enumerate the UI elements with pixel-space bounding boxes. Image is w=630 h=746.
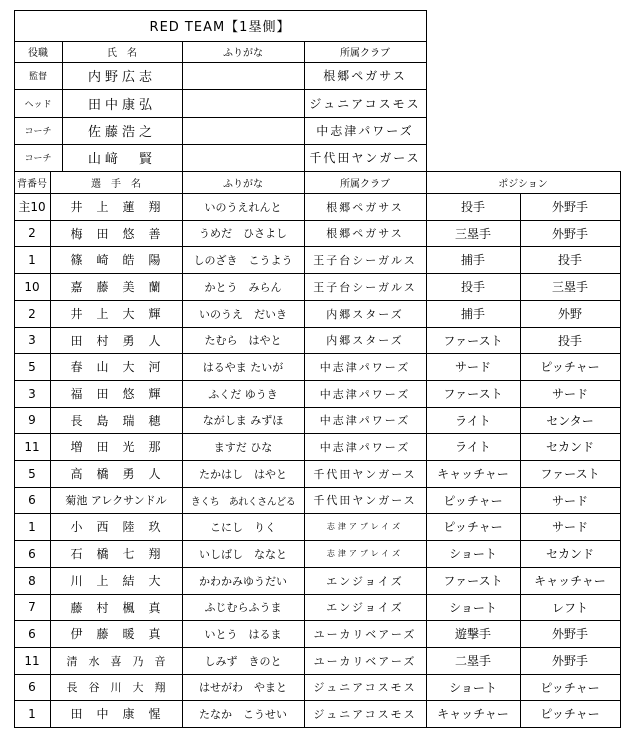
grid-line bbox=[14, 220, 621, 221]
grid-line bbox=[14, 41, 427, 42]
player-position-1: 投手 bbox=[460, 280, 485, 294]
grid-line bbox=[304, 41, 305, 171]
player-kana: かわかみゆうだい bbox=[199, 574, 287, 588]
player-kana: ふくだ ゆうき bbox=[208, 387, 278, 401]
grid-line bbox=[14, 193, 621, 194]
grid-line bbox=[14, 727, 621, 728]
player-number: 7 bbox=[28, 600, 36, 614]
player-position-1: ライト bbox=[455, 440, 491, 454]
player-name: 篠 崎 皓 陽 bbox=[70, 253, 162, 267]
player-number: 1 bbox=[28, 252, 36, 267]
staff-kana bbox=[182, 89, 304, 117]
player-header-position: ポジション bbox=[498, 178, 548, 190]
player-kana: たなか こうせい bbox=[199, 707, 287, 721]
grid-line bbox=[182, 41, 183, 171]
player-kana: いしばし ななと bbox=[199, 547, 287, 561]
player-position-2: サード bbox=[551, 387, 588, 401]
grid-line bbox=[304, 171, 305, 727]
grid-line bbox=[14, 407, 621, 408]
player-club: 千代田ヤンガース bbox=[313, 494, 417, 507]
player-number: 5 bbox=[28, 466, 36, 481]
player-name: 井 上 蓮 翔 bbox=[70, 200, 162, 214]
player-name: 井 上 大 輝 bbox=[70, 307, 162, 321]
grid-line bbox=[14, 10, 15, 171]
player-number: 6 bbox=[28, 680, 36, 694]
player-kana: たむら はやと bbox=[204, 334, 282, 347]
grid-line bbox=[62, 41, 63, 171]
player-number: 8 bbox=[28, 573, 36, 588]
player-club: 王子台シーガルス bbox=[313, 253, 417, 267]
player-kana: いとう はるま bbox=[204, 627, 282, 641]
staff-kana bbox=[182, 144, 304, 171]
grid-line bbox=[14, 171, 15, 727]
player-club: 中志津パワーズ bbox=[319, 414, 411, 427]
player-kana: きくち あれくさんどる bbox=[190, 496, 296, 508]
staff-role: 監督 bbox=[28, 72, 47, 82]
staff-header-role: 役職 bbox=[28, 48, 48, 59]
player-position-2: サード bbox=[551, 493, 588, 508]
player-name: 田 中 康 惺 bbox=[70, 707, 162, 721]
player-name: 高 橋 勇 人 bbox=[70, 467, 162, 481]
grid-line bbox=[620, 171, 621, 727]
player-position-1: 捕手 bbox=[460, 307, 485, 321]
player-club: 根郷ペガサス bbox=[326, 200, 404, 214]
player-kana: しのざき こうよう bbox=[193, 253, 293, 267]
grid-line bbox=[14, 513, 621, 514]
staff-name: 山﨑 賢 bbox=[87, 152, 156, 167]
grid-line bbox=[14, 620, 621, 621]
grid-line bbox=[14, 273, 621, 274]
grid-line bbox=[14, 62, 427, 63]
player-kana: こにし りく bbox=[210, 520, 276, 534]
player-position-2: ファースト bbox=[540, 467, 600, 481]
player-kana: ますだ ひな bbox=[213, 440, 273, 454]
player-kana: はせがわ やまと bbox=[199, 681, 287, 694]
player-number: 6 bbox=[28, 493, 36, 507]
player-number: 10 bbox=[24, 279, 40, 294]
grid-line bbox=[14, 117, 427, 118]
staff-club: 千代田ヤンガース bbox=[309, 151, 421, 165]
player-kana: いのうえれんと bbox=[204, 200, 282, 214]
player-kana: かとう みらん bbox=[204, 280, 282, 294]
player-position-1: サード bbox=[454, 360, 491, 374]
player-club: 中志津パワーズ bbox=[319, 387, 411, 401]
player-position-2: 投手 bbox=[557, 333, 582, 348]
player-name: 福 田 悠 輝 bbox=[70, 387, 162, 401]
player-name: 川 上 結 大 bbox=[70, 574, 162, 588]
player-position-1: 投手 bbox=[460, 200, 485, 214]
player-name: 石 橋 七 翔 bbox=[70, 547, 162, 561]
grid-line bbox=[14, 89, 427, 90]
staff-header-club: 所属クラブ bbox=[340, 48, 390, 59]
player-club: 根郷ペガサス bbox=[326, 227, 404, 240]
grid-line bbox=[14, 353, 621, 354]
grid-line bbox=[14, 300, 621, 301]
grid-line bbox=[14, 567, 621, 568]
player-position-1: ピッチャー bbox=[443, 493, 503, 508]
player-kana: はるやま たいが bbox=[202, 360, 284, 374]
player-club: 中志津パワーズ bbox=[319, 440, 411, 454]
page-title: RED TEAM【1塁側】 bbox=[149, 20, 291, 35]
player-position-1: ショート bbox=[449, 547, 497, 561]
player-number: 9 bbox=[28, 413, 36, 427]
player-club: 内郷スターズ bbox=[326, 307, 404, 321]
player-club: 中志津パワーズ bbox=[319, 360, 411, 374]
player-club: 志津アブレイズ bbox=[326, 549, 404, 558]
grid-line bbox=[14, 700, 621, 701]
player-club: ジュニアコスモス bbox=[313, 681, 417, 694]
player-name: 嘉 藤 美 蘭 bbox=[70, 280, 162, 294]
staff-role: コーチ bbox=[24, 127, 52, 137]
grid-line bbox=[14, 674, 621, 675]
player-name: 増 田 光 那 bbox=[70, 440, 162, 454]
player-position-1: 三塁手 bbox=[454, 226, 491, 241]
grid-line bbox=[426, 10, 427, 171]
player-header-club: 所属クラブ bbox=[340, 178, 390, 190]
player-number: 6 bbox=[28, 546, 36, 561]
player-position-1: キャッチャー bbox=[437, 467, 509, 481]
player-name: 清 水 喜 乃 音 bbox=[66, 654, 166, 668]
grid-line bbox=[14, 647, 621, 648]
player-position-2: キャッチャー bbox=[534, 574, 606, 588]
player-kana: いのうえ だいき bbox=[199, 307, 287, 321]
grid-line bbox=[14, 487, 621, 488]
grid-line bbox=[14, 171, 621, 172]
staff-role: ヘッド bbox=[24, 99, 52, 110]
staff-header-name: 氏 名 bbox=[107, 48, 137, 59]
player-number: 2 bbox=[28, 226, 36, 240]
player-club: エンジョイズ bbox=[326, 601, 404, 614]
player-name: 藤 村 楓 真 bbox=[70, 600, 162, 615]
player-kana: うめだ ひさよし bbox=[199, 227, 287, 240]
player-number: 5 bbox=[28, 359, 36, 374]
player-position-2: 外野手 bbox=[551, 200, 588, 214]
grid-line bbox=[14, 10, 427, 11]
grid-line bbox=[426, 171, 427, 727]
player-position-1: ファースト bbox=[443, 574, 503, 588]
player-name: 伊 藤 暖 真 bbox=[70, 627, 162, 641]
player-kana: たかはし はやと bbox=[199, 467, 287, 481]
staff-kana bbox=[182, 62, 304, 89]
player-name: 長 谷 川 大 翔 bbox=[66, 681, 166, 694]
player-position-2: 外野 bbox=[557, 307, 582, 321]
player-number: 3 bbox=[28, 386, 36, 401]
player-position-2: 外野手 bbox=[551, 226, 588, 241]
staff-header-kana: ふりがな bbox=[223, 48, 263, 59]
player-header-name: 選 手 名 bbox=[91, 178, 141, 190]
player-position-2: ピッチャー bbox=[540, 680, 600, 695]
staff-role: コーチ bbox=[24, 154, 52, 164]
player-position-1: ライト bbox=[455, 413, 491, 428]
grid-line bbox=[14, 144, 427, 145]
grid-line bbox=[14, 460, 621, 461]
player-kana: ふじむらふうま bbox=[204, 601, 282, 614]
player-club: 王子台シーガルス bbox=[313, 280, 417, 294]
player-position-2: レフト bbox=[551, 600, 588, 615]
player-position-1: キャッチャー bbox=[437, 707, 509, 721]
player-number: 1 bbox=[28, 706, 36, 721]
player-number: 1 bbox=[28, 519, 36, 534]
player-position-2: 外野手 bbox=[551, 654, 588, 668]
player-position-1: ファースト bbox=[443, 387, 503, 401]
player-position-2: ピッチャー bbox=[540, 360, 600, 374]
player-position-1: 二塁手 bbox=[454, 654, 491, 668]
staff-club: 中志津パワーズ bbox=[316, 124, 414, 138]
staff-club: ジュニアコスモス bbox=[309, 96, 421, 111]
grid-line bbox=[520, 193, 521, 727]
player-name: 春 山 大 河 bbox=[70, 360, 162, 374]
player-number: 11 bbox=[24, 439, 40, 454]
player-number: 3 bbox=[28, 333, 36, 347]
grid-line bbox=[14, 327, 621, 328]
staff-name: 内野広志 bbox=[87, 70, 156, 85]
player-club: ジュニアコスモス bbox=[313, 707, 417, 721]
player-header-kana: ふりがな bbox=[223, 178, 263, 190]
player-position-1: ピッチャー bbox=[443, 520, 503, 534]
grid-line bbox=[182, 171, 183, 727]
player-position-1: 遊撃手 bbox=[454, 627, 491, 641]
grid-line bbox=[14, 380, 621, 381]
player-kana: しみず きのと bbox=[204, 654, 282, 668]
player-number: 6 bbox=[28, 626, 36, 641]
player-club: エンジョイズ bbox=[326, 574, 404, 588]
player-position-1: ショート bbox=[449, 680, 497, 695]
grid-line bbox=[50, 171, 51, 727]
staff-name: 田中康弘 bbox=[87, 97, 156, 113]
player-club: 千代田ヤンガース bbox=[313, 467, 417, 481]
player-name: 小 西 陸 玖 bbox=[70, 520, 162, 534]
player-header-number: 背番号 bbox=[17, 178, 47, 190]
player-position-2: サード bbox=[551, 520, 588, 534]
grid-line bbox=[14, 433, 621, 434]
player-position-2: 投手 bbox=[557, 253, 582, 267]
grid-line bbox=[14, 540, 621, 541]
player-position-1: ファースト bbox=[443, 333, 503, 348]
player-name: 梅 田 悠 善 bbox=[70, 226, 162, 241]
staff-name: 佐藤浩之 bbox=[87, 125, 156, 140]
player-position-1: 捕手 bbox=[460, 253, 485, 267]
player-number: 主10 bbox=[18, 200, 46, 214]
player-position-1: ショート bbox=[449, 600, 497, 615]
player-name: 長 島 瑞 穂 bbox=[70, 413, 162, 428]
player-number: 2 bbox=[28, 306, 36, 321]
player-position-2: 外野手 bbox=[551, 627, 588, 641]
player-club: ユーカリベアーズ bbox=[313, 627, 417, 641]
player-name: 田 村 勇 人 bbox=[70, 333, 162, 348]
player-name: 菊池 アレクサンドル bbox=[65, 494, 167, 507]
player-position-2: ピッチャー bbox=[540, 707, 600, 721]
player-position-2: セカンド bbox=[545, 440, 594, 454]
player-kana: ながしま みずほ bbox=[202, 414, 284, 427]
player-number: 11 bbox=[24, 653, 40, 668]
player-position-2: センター bbox=[546, 413, 594, 428]
player-position-2: 三塁手 bbox=[551, 280, 588, 294]
player-club: ユーカリベアーズ bbox=[313, 654, 417, 668]
staff-kana bbox=[182, 117, 304, 144]
player-club: 内郷スターズ bbox=[326, 334, 404, 347]
grid-line bbox=[14, 594, 621, 595]
player-club: 志津アブレイズ bbox=[326, 522, 404, 531]
player-position-2: セカンド bbox=[545, 547, 594, 561]
staff-club: 根郷ペガサス bbox=[323, 69, 407, 83]
grid-line bbox=[14, 246, 621, 247]
